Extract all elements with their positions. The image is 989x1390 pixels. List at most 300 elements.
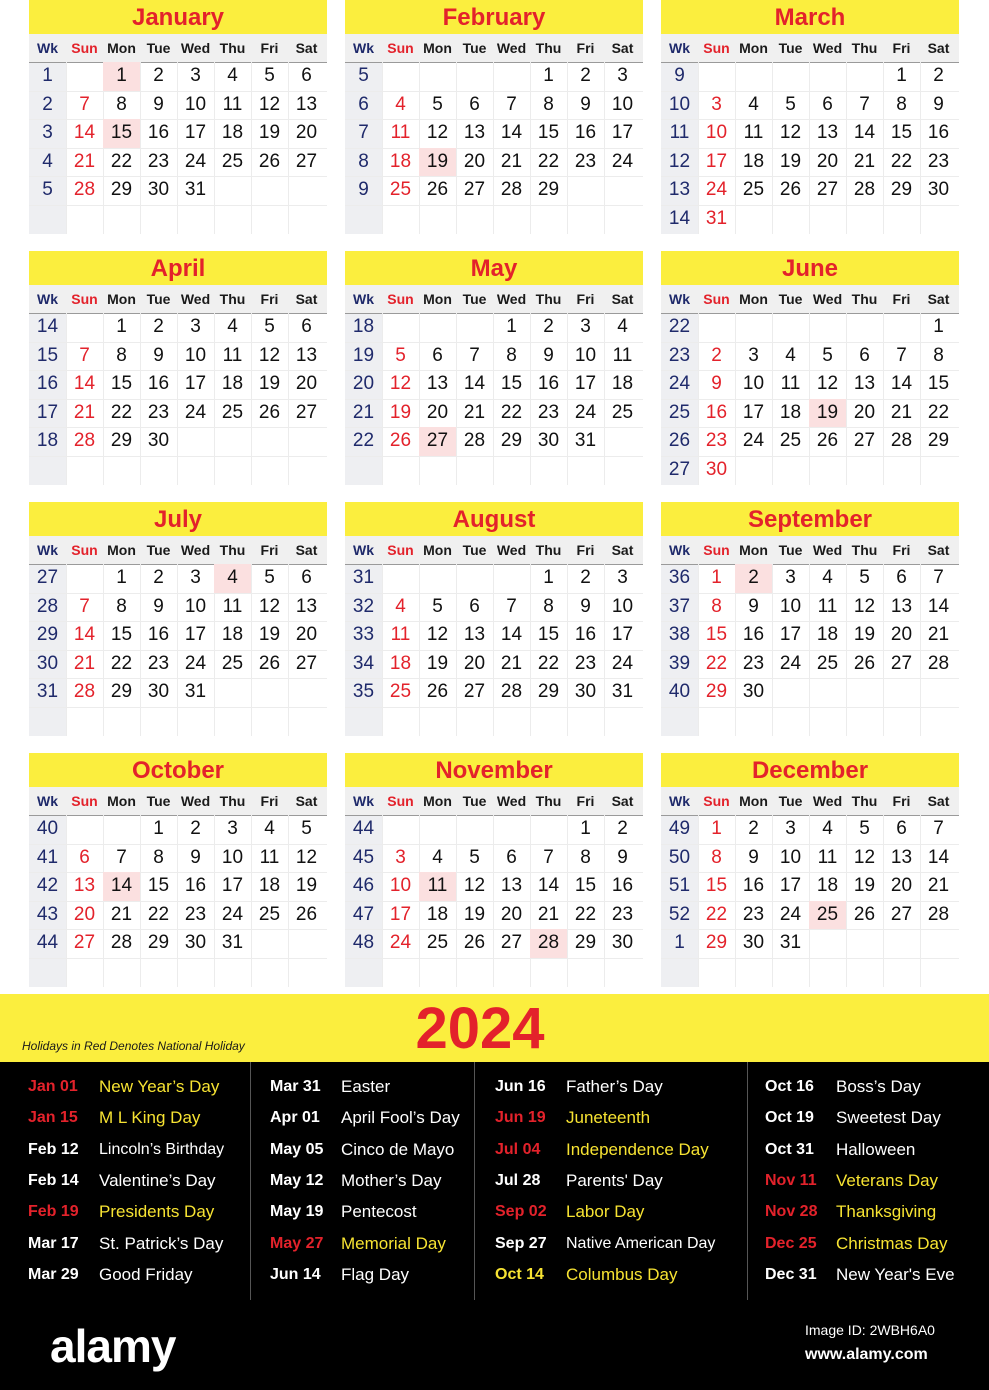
day-cell: 12 — [295, 846, 318, 868]
day-cell: 19 — [853, 875, 876, 897]
weekday-label: Mon — [739, 793, 768, 809]
weekday-label: Sun — [703, 793, 730, 809]
day-cell: 14 — [500, 624, 523, 646]
holiday-date: Jun 19 — [495, 1109, 546, 1127]
day-cell: 15 — [147, 875, 170, 897]
day-cell: 20 — [853, 401, 876, 423]
day-cell: 28 — [463, 430, 486, 452]
holiday-column — [765, 1062, 975, 1300]
holiday-row — [495, 1134, 713, 1165]
month-march — [661, 0, 959, 234]
holiday-date: Sep 02 — [495, 1203, 547, 1221]
day-cell: 3 — [227, 818, 238, 839]
weekday-label: Thu — [535, 542, 562, 558]
day-cell: 13 — [426, 373, 449, 395]
weekday-label: Wed — [812, 291, 843, 307]
week-number: 44 — [352, 818, 375, 839]
day-cell: 25 — [258, 903, 281, 925]
holiday-name: Mother’s Day — [341, 1170, 442, 1190]
day-cell: 20 — [73, 903, 96, 925]
day-cell: 28 — [110, 932, 133, 954]
day-cell: 12 — [463, 875, 486, 897]
day-cell: 2 — [748, 818, 759, 839]
day-cell-holiday: 15 — [103, 119, 140, 148]
day-cell: 26 — [426, 681, 449, 703]
day-cell: 3 — [748, 344, 759, 366]
day-cell-holiday: 27 — [419, 427, 456, 456]
day-cell: 23 — [574, 652, 597, 674]
weekday-label: Mon — [107, 793, 136, 809]
day-cell: 16 — [147, 624, 170, 646]
holiday-date: Feb 12 — [28, 1140, 79, 1158]
day-cell: 30 — [705, 459, 728, 480]
month-title: July — [29, 502, 327, 536]
holiday-date: May 27 — [270, 1234, 324, 1252]
week-number: 29 — [36, 624, 59, 646]
month-title: May — [345, 251, 643, 285]
day-cell: 7 — [933, 818, 944, 839]
weekday-label: Sun — [703, 291, 730, 307]
day-cell: 11 — [817, 595, 838, 617]
day-cell: 1 — [896, 65, 907, 86]
week-number: 6 — [358, 93, 369, 115]
day-cell: 17 — [779, 624, 802, 646]
holiday-date: Sep 27 — [495, 1234, 547, 1252]
day-cell: 5 — [469, 846, 480, 868]
day-cell: 9 — [153, 595, 164, 617]
weekday-label: Tue — [462, 542, 487, 558]
holiday-date: Jan 15 — [28, 1109, 78, 1127]
weekday-label: Thu — [535, 291, 562, 307]
day-cell: 15 — [574, 875, 597, 897]
day-cell: 1 — [153, 818, 164, 839]
day-cell: 4 — [395, 93, 406, 115]
week-number: 18 — [36, 430, 59, 452]
day-cell-holiday: 19 — [809, 399, 846, 428]
weekday-header-row — [29, 285, 327, 313]
day-cell: 23 — [147, 401, 170, 423]
day-cell: 3 — [395, 846, 406, 868]
weekday-label: Mon — [739, 291, 768, 307]
day-cell: 9 — [543, 344, 554, 366]
day-cell: 27 — [853, 430, 876, 452]
weekday-label: Mon — [423, 291, 452, 307]
week-number: 36 — [668, 567, 691, 588]
day-cell: 8 — [933, 344, 944, 366]
month-title: October — [29, 753, 327, 787]
holiday-name: Good Friday — [99, 1264, 193, 1284]
week-number: 45 — [352, 846, 375, 868]
holiday-date: May 12 — [270, 1171, 324, 1189]
day-cell: 22 — [110, 652, 133, 674]
weekday-label: Tue — [778, 542, 803, 558]
image-id-label: Image ID: 2WBH6A0 — [805, 1322, 935, 1338]
holiday-row — [28, 1165, 246, 1196]
weekday-label: Mon — [107, 542, 136, 558]
day-cell: 30 — [742, 932, 765, 954]
day-cell: 13 — [890, 595, 913, 617]
weekday-label: Wk — [669, 542, 690, 558]
month-november — [345, 753, 643, 987]
day-cell: 5 — [432, 93, 443, 115]
day-cell: 14 — [537, 875, 560, 897]
day-cell: 11 — [612, 344, 633, 366]
holiday-name: Thanksgiving — [836, 1202, 937, 1222]
day-cell: 26 — [258, 652, 281, 674]
holiday-row — [495, 1228, 716, 1259]
day-cell: 23 — [742, 652, 765, 674]
day-cell: 14 — [890, 373, 913, 395]
day-cell: 6 — [896, 818, 907, 839]
day-cell: 17 — [221, 875, 244, 897]
holiday-row — [270, 1259, 488, 1290]
weekday-label: Tue — [146, 40, 171, 56]
day-cell: 11 — [743, 122, 764, 144]
day-cell: 20 — [463, 150, 486, 172]
day-cell: 16 — [705, 401, 728, 423]
weekday-label: Fri — [892, 291, 911, 307]
week-number: 47 — [352, 903, 375, 925]
day-cell: 13 — [295, 595, 318, 617]
day-cell: 16 — [147, 122, 170, 144]
day-cell: 14 — [853, 122, 876, 144]
day-cell: 30 — [537, 430, 560, 452]
week-number: 25 — [668, 401, 691, 423]
holiday-name: Boss’s Day — [836, 1077, 921, 1096]
day-cell: 8 — [543, 595, 554, 617]
week-number: 21 — [352, 401, 375, 423]
week-number: 46 — [352, 875, 375, 897]
weekday-label: Mon — [423, 793, 452, 809]
day-cell: 6 — [896, 567, 907, 588]
holiday-row — [270, 1228, 488, 1259]
day-cell: 8 — [543, 93, 554, 115]
weekday-label: Sun — [387, 793, 414, 809]
day-cell: 1 — [543, 567, 554, 588]
day-cell: 15 — [890, 122, 913, 144]
day-cell: 31 — [184, 179, 207, 201]
day-cell: 26 — [463, 932, 486, 954]
day-cell: 6 — [301, 316, 312, 337]
day-cell: 20 — [295, 624, 318, 646]
month-title: August — [345, 502, 643, 536]
holiday-date: Jun 16 — [495, 1078, 546, 1095]
weekday-header-row — [661, 787, 959, 815]
day-cell: 8 — [506, 344, 517, 366]
week-number: 44 — [36, 932, 59, 954]
grid-line — [661, 958, 959, 959]
month-title: February — [345, 0, 643, 34]
day-cell: 19 — [779, 150, 802, 172]
weekday-label: Thu — [219, 793, 246, 809]
weekday-label: Tue — [462, 291, 487, 307]
month-december — [661, 753, 959, 987]
weekday-label: Wk — [37, 40, 58, 56]
weekday-label: Mon — [739, 542, 768, 558]
day-cell: 11 — [222, 595, 243, 617]
day-cell: 12 — [816, 373, 839, 395]
day-cell: 15 — [500, 373, 523, 395]
weekday-label: Wk — [669, 291, 690, 307]
day-cell: 30 — [184, 932, 207, 954]
week-number: 31 — [352, 567, 375, 588]
holiday-column — [495, 1062, 716, 1300]
day-cell: 16 — [742, 875, 765, 897]
holiday-date: May 05 — [270, 1140, 324, 1158]
day-cell: 29 — [110, 430, 133, 452]
holiday-name: Memorial Day — [341, 1233, 446, 1253]
week-number: 7 — [358, 122, 369, 144]
week-number: 30 — [36, 652, 59, 674]
holiday-row — [28, 1196, 246, 1227]
holiday-name: Cinco de Mayo — [341, 1139, 455, 1159]
weekday-label: Tue — [778, 793, 803, 809]
day-cell: 17 — [184, 624, 207, 646]
holiday-list-panel — [0, 1062, 989, 1300]
day-cell: 22 — [537, 150, 560, 172]
week-number: 14 — [668, 208, 691, 229]
day-cell: 18 — [258, 875, 281, 897]
day-cell: 19 — [258, 373, 281, 395]
day-cell: 4 — [822, 567, 833, 588]
weekday-label: Thu — [851, 542, 878, 558]
grid-line — [345, 205, 643, 206]
week-number: 27 — [668, 459, 691, 480]
day-cell: 19 — [426, 652, 449, 674]
day-cell: 2 — [153, 65, 164, 86]
weekday-label: Wk — [37, 291, 58, 307]
holiday-name: St. Patrick’s Day — [99, 1233, 224, 1253]
day-cell: 31 — [779, 932, 802, 954]
day-cell: 7 — [79, 344, 90, 366]
day-cell: 30 — [927, 179, 950, 201]
holiday-name: Independence Day — [566, 1139, 709, 1159]
month-title: June — [661, 251, 959, 285]
week-number: 19 — [352, 344, 375, 366]
day-cell: 15 — [927, 373, 950, 395]
day-cell: 8 — [116, 344, 127, 366]
holiday-name: Columbus Day — [566, 1264, 678, 1284]
day-cell: 13 — [295, 93, 318, 115]
day-cell: 28 — [500, 681, 523, 703]
day-cell: 13 — [500, 875, 523, 897]
day-cell: 25 — [426, 932, 449, 954]
day-cell: 8 — [116, 93, 127, 115]
day-cell: 12 — [779, 122, 802, 144]
day-cell: 21 — [890, 401, 913, 423]
day-cell: 24 — [705, 179, 728, 201]
day-cell-holiday: 2 — [735, 564, 772, 593]
day-cell: 30 — [574, 681, 597, 703]
holiday-name: Pentecost — [341, 1202, 417, 1222]
day-cell: 8 — [896, 93, 907, 115]
day-cell: 17 — [184, 373, 207, 395]
day-cell: 27 — [463, 179, 486, 201]
day-cell: 9 — [190, 846, 201, 868]
day-cell: 30 — [147, 430, 170, 452]
holiday-column — [270, 1062, 488, 1300]
day-cell: 3 — [190, 567, 201, 588]
week-number: 15 — [36, 344, 59, 366]
day-cell: 31 — [611, 681, 634, 703]
holiday-date: Jul 28 — [495, 1171, 541, 1189]
column-divider — [250, 1062, 251, 1300]
holiday-row — [495, 1259, 713, 1290]
column-divider — [747, 1062, 748, 1300]
day-cell: 29 — [537, 681, 560, 703]
day-cell: 18 — [221, 624, 244, 646]
holiday-date: Dec 31 — [765, 1265, 817, 1283]
week-number: 32 — [352, 595, 375, 617]
day-cell: 26 — [389, 430, 412, 452]
day-cell: 2 — [580, 567, 591, 588]
holiday-row — [765, 1165, 975, 1196]
day-cell: 13 — [463, 122, 486, 144]
day-cell: 27 — [295, 652, 318, 674]
day-cell: 14 — [500, 122, 523, 144]
day-cell: 8 — [711, 846, 722, 868]
day-cell: 3 — [190, 65, 201, 86]
weekday-label: Sun — [71, 291, 98, 307]
month-october — [29, 753, 327, 987]
day-cell: 31 — [574, 430, 597, 452]
day-cell: 5 — [785, 93, 796, 115]
day-cell: 22 — [110, 401, 133, 423]
holiday-name: Christmas Day — [836, 1233, 948, 1253]
day-cell: 14 — [463, 373, 486, 395]
weekday-label: Mon — [423, 40, 452, 56]
grid-line — [345, 958, 643, 959]
day-cell: 29 — [705, 681, 728, 703]
day-cell: 31 — [184, 681, 207, 703]
day-cell: 31 — [705, 208, 728, 229]
day-cell: 15 — [110, 373, 133, 395]
day-cell: 24 — [742, 430, 765, 452]
day-cell: 23 — [147, 150, 170, 172]
year-title: 2024 — [415, 996, 545, 1061]
week-number: 31 — [36, 681, 59, 703]
grid-line — [661, 707, 959, 708]
day-cell: 24 — [779, 652, 802, 674]
day-cell: 16 — [184, 875, 207, 897]
week-number: 28 — [36, 595, 59, 617]
day-cell: 12 — [258, 595, 281, 617]
day-cell: 9 — [153, 93, 164, 115]
weekday-label: Sat — [927, 793, 950, 809]
day-cell: 13 — [853, 373, 876, 395]
day-cell: 9 — [617, 846, 628, 868]
week-number: 39 — [668, 652, 691, 674]
day-cell: 27 — [890, 652, 913, 674]
day-cell: 28 — [853, 179, 876, 201]
holiday-date: Mar 31 — [270, 1078, 321, 1095]
grid-line — [345, 456, 643, 457]
week-number: 40 — [36, 818, 59, 839]
day-cell-holiday: 25 — [809, 901, 846, 930]
day-cell: 8 — [153, 846, 164, 868]
week-number: 37 — [668, 595, 691, 617]
day-cell: 12 — [389, 373, 412, 395]
holiday-date: Mar 17 — [28, 1234, 79, 1252]
grid-line — [29, 205, 327, 206]
week-number: 23 — [668, 344, 691, 366]
day-cell: 10 — [221, 846, 244, 868]
day-cell: 24 — [611, 652, 634, 674]
day-cell: 24 — [779, 903, 802, 925]
holiday-name: New Year's Eve — [836, 1264, 955, 1284]
weekday-label: Sat — [295, 40, 318, 56]
holiday-name: Father’s Day — [566, 1077, 663, 1096]
day-cell: 3 — [617, 65, 628, 86]
day-cell: 5 — [264, 567, 275, 588]
weekday-label: Wk — [37, 793, 58, 809]
holiday-row — [270, 1102, 488, 1133]
day-cell: 2 — [711, 344, 722, 366]
day-cell: 4 — [227, 316, 238, 337]
day-cell: 21 — [927, 624, 950, 646]
day-cell: 10 — [779, 846, 802, 868]
day-cell: 17 — [611, 624, 634, 646]
day-cell: 9 — [748, 846, 759, 868]
month-may — [345, 251, 643, 485]
holiday-name: Veterans Day — [836, 1170, 939, 1190]
week-number: 5 — [42, 179, 53, 201]
day-cell: 2 — [153, 316, 164, 337]
day-cell-holiday: 4 — [214, 564, 251, 593]
weekday-label: Wed — [180, 542, 211, 558]
day-cell: 6 — [301, 567, 312, 588]
holiday-date: Jun 14 — [270, 1265, 321, 1283]
alamy-logo: alamy — [50, 1320, 176, 1372]
holiday-row — [765, 1196, 975, 1227]
day-cell: 26 — [779, 179, 802, 201]
week-number: 41 — [36, 846, 59, 868]
day-cell: 1 — [116, 567, 127, 588]
week-number: 49 — [668, 818, 691, 839]
day-cell: 3 — [617, 567, 628, 588]
day-cell: 23 — [184, 903, 207, 925]
weekday-label: Sat — [611, 291, 634, 307]
day-cell: 9 — [580, 93, 591, 115]
month-title: November — [345, 753, 643, 787]
day-cell: 13 — [463, 624, 486, 646]
day-cell: 7 — [79, 93, 90, 115]
day-cell: 18 — [611, 373, 634, 395]
holiday-row — [28, 1259, 246, 1290]
day-cell: 5 — [859, 567, 870, 588]
day-cell: 4 — [785, 344, 796, 366]
day-cell: 22 — [110, 150, 133, 172]
day-cell: 25 — [221, 150, 244, 172]
day-cell: 27 — [816, 179, 839, 201]
day-cell: 11 — [817, 846, 838, 868]
week-number: 50 — [668, 846, 691, 868]
day-cell: 3 — [190, 316, 201, 337]
holiday-date: Jul 04 — [495, 1140, 541, 1158]
site-url-label: www.alamy.com — [805, 1346, 928, 1363]
day-cell: 7 — [933, 567, 944, 588]
day-cell: 29 — [110, 179, 133, 201]
day-cell: 14 — [73, 624, 96, 646]
weekday-label: Fri — [892, 793, 911, 809]
weekday-header-row — [661, 285, 959, 313]
day-cell: 11 — [222, 93, 243, 115]
weekday-label: Wed — [496, 542, 527, 558]
day-cell: 9 — [580, 595, 591, 617]
day-cell: 7 — [469, 344, 480, 366]
day-cell: 11 — [390, 624, 411, 646]
day-cell: 26 — [853, 903, 876, 925]
